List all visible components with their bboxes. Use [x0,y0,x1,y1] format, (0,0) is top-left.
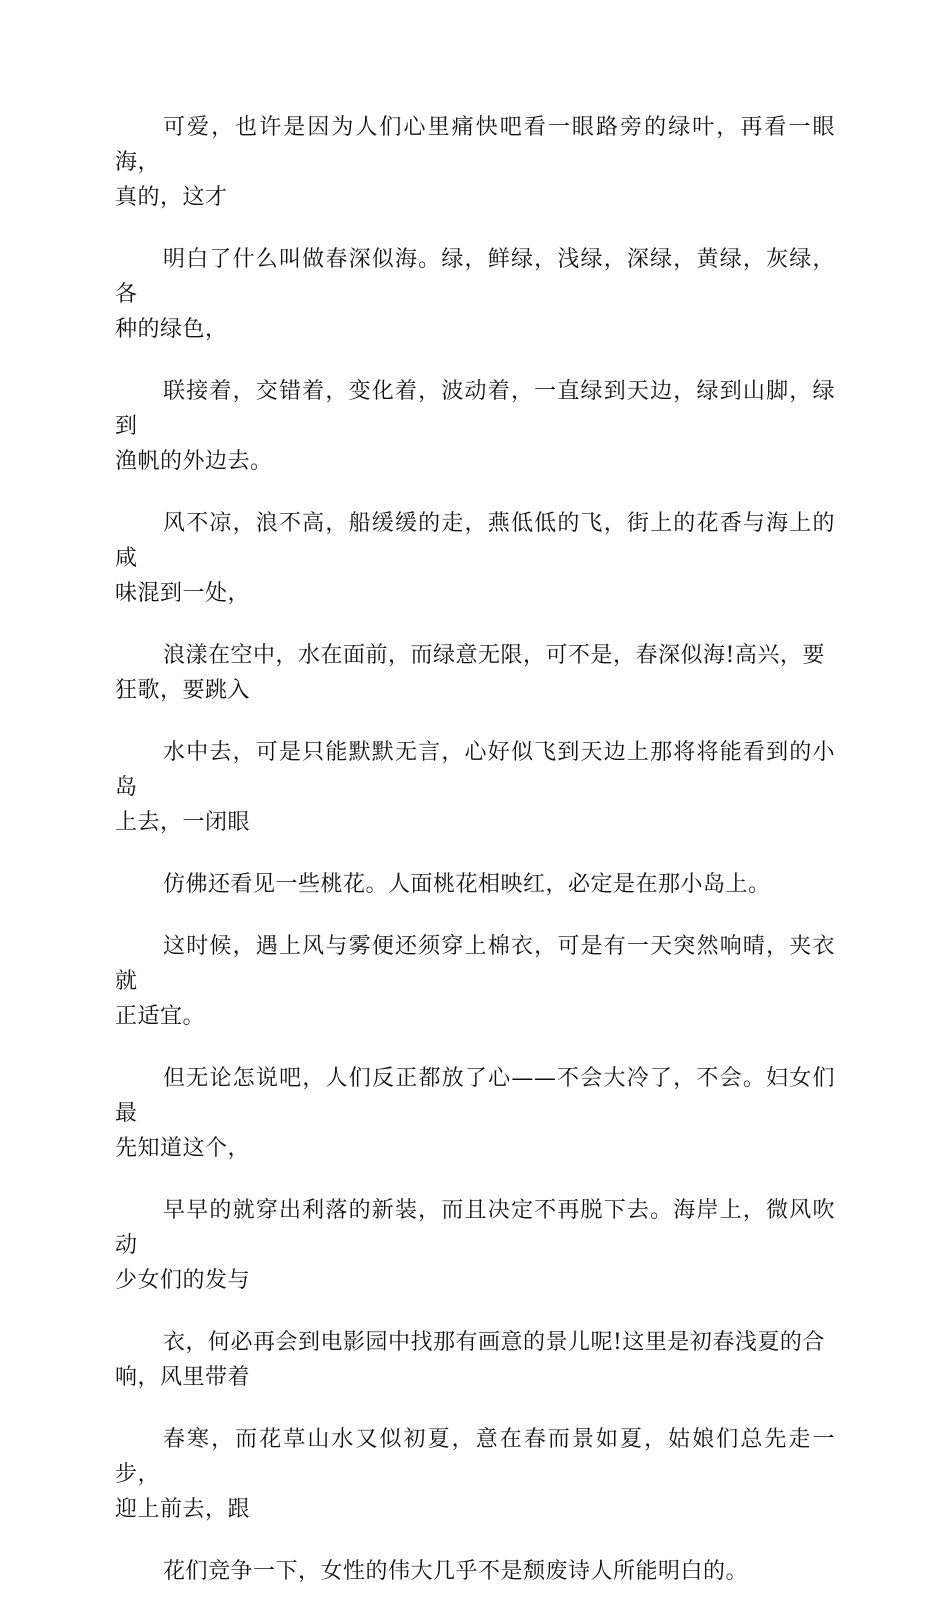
paragraph-4 [115,506,835,611]
paragraph-9 [115,1061,835,1166]
paragraph-line: 这时候，遇上风与雾便还须穿上棉衣，可是有一天突然响晴，夹衣就 [115,934,835,994]
paragraph-7 [115,867,835,902]
paragraph-line: 响，风里带着 [115,1365,251,1390]
paragraph-line: 渔帆的外边去。 [115,449,273,474]
paragraph-line: 衣，何必再会到电影园中找那有画意的景儿呢!这里是初春浅夏的合 [163,1330,825,1355]
paragraph-line: 可爱，也许是因为人们心里痛快吧看一眼路旁的绿叶，再看一眼海， [115,115,835,175]
paragraph-line: 水中去，可是只能默默无言，心好似飞到天边上那将将能看到的小岛 [115,740,835,800]
paragraph-line: 早早的就穿出利落的新装，而且决定不再脱下去。海岸上，微风吹动 [115,1198,835,1258]
paragraph-line: 仿佛还看见一些桃花。人面桃花相映红，必定是在那小岛上。 [163,872,771,897]
paragraph-10 [115,1193,835,1298]
paragraph-line: 种的绿色， [115,317,228,342]
paragraph-3 [115,374,835,479]
paragraph-line: 少女们的发与 [115,1268,251,1293]
paragraph-line: 浪漾在空中，水在面前，而绿意无限，可不是，春深似海!高兴，要 [163,643,825,668]
paragraph-line: 先知道这个， [115,1136,251,1161]
paragraph-6 [115,735,835,840]
paragraph-line: 上去，一闭眼 [115,810,251,835]
paragraph-1 [115,110,835,215]
paragraph-line: 狂歌，要跳入 [115,678,251,703]
paragraph-line: 真的，这才 [115,185,228,210]
paragraph-line: 正适宜。 [115,1004,206,1029]
paragraph-line: 联接着，交错着，变化着，波动着，一直绿到天边，绿到山脚，绿到 [115,379,835,439]
paragraph-line: 春寒，而花草山水又似初夏，意在春而景如夏，姑娘们总先走一步， [115,1427,835,1487]
paragraph-line: 花们竞争一下，女性的伟大几乎不是颓废诗人所能明白的。 [163,1559,749,1584]
paragraph-12 [115,1422,835,1527]
paragraph-2 [115,242,835,347]
paragraph-5 [115,638,835,708]
paragraph-line: 风不凉，浪不高，船缓缓的走，燕低低的飞，街上的花香与海上的咸 [115,511,835,571]
paragraph-11 [115,1325,835,1395]
paragraph-8 [115,929,835,1034]
paragraph-13 [115,1554,835,1589]
paragraph-line: 味混到一处， [115,581,251,606]
document-body [115,110,835,1616]
paragraph-line: 明白了什么叫做春深似海。绿，鲜绿，浅绿，深绿，黄绿，灰绿，各 [115,247,835,307]
paragraph-line: 但无论怎说吧，人们反正都放了心——不会大冷了，不会。妇女们最 [115,1066,835,1126]
paragraph-line: 迎上前去，跟 [115,1497,251,1522]
